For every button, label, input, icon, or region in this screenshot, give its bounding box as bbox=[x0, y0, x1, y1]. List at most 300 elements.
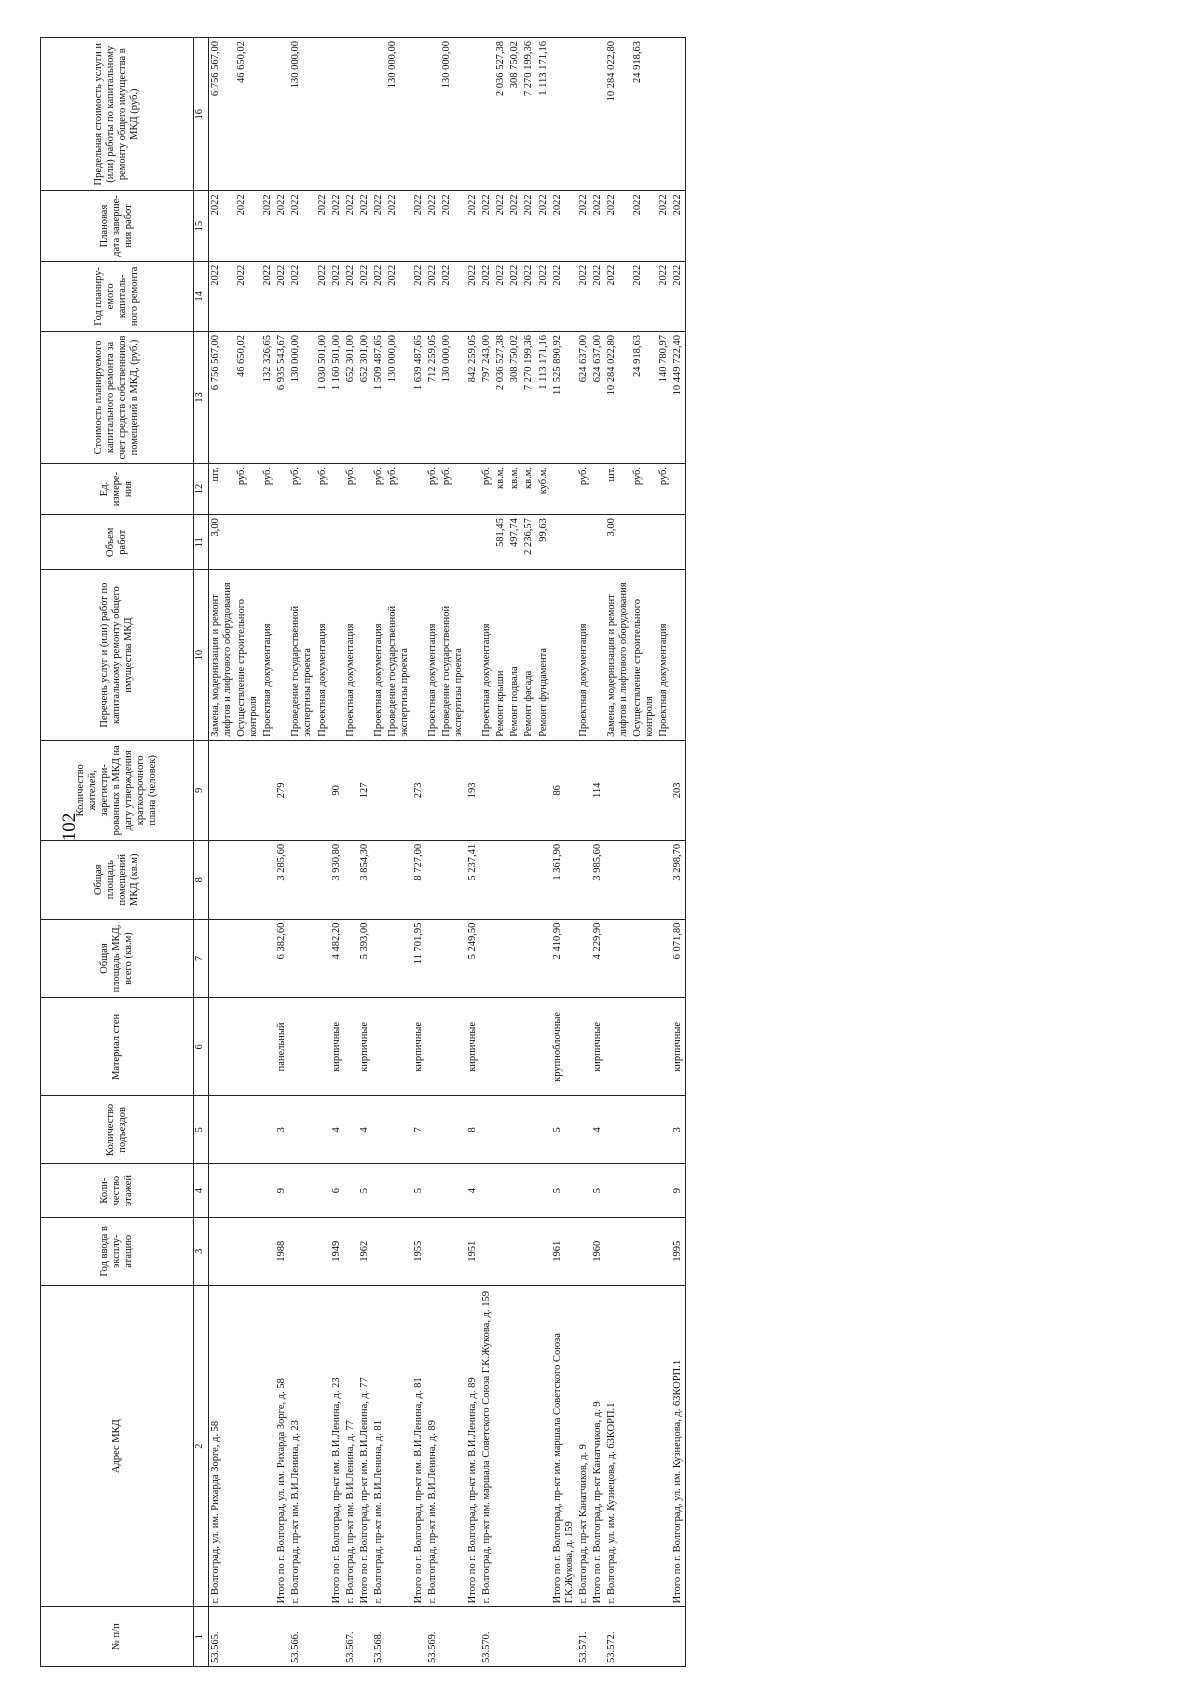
limit-cost-cell bbox=[275, 38, 289, 191]
column-number: 15 bbox=[194, 191, 209, 261]
planned-year-cell: 2022 bbox=[261, 261, 275, 331]
year-built-cell bbox=[508, 1217, 522, 1285]
premises-area-cell bbox=[577, 840, 591, 919]
planned-year-cell: 2022 bbox=[508, 261, 522, 331]
column-header: Ед. измере-ния bbox=[41, 463, 194, 514]
total-area-cell bbox=[289, 919, 315, 998]
year-built-cell: 1949 bbox=[330, 1217, 344, 1285]
unit-cell bbox=[551, 463, 577, 514]
cost-cell: 6 935 543,67 bbox=[275, 331, 289, 463]
premises-area-cell bbox=[522, 840, 536, 919]
table-row bbox=[235, 38, 261, 1667]
row-number-cell bbox=[466, 1607, 480, 1667]
wall-material-cell: крупноблочные bbox=[551, 998, 577, 1096]
work-volume-cell: 2 236,57 bbox=[522, 515, 536, 570]
year-built-cell bbox=[605, 1217, 631, 1285]
row-number-cell: 53.571. bbox=[577, 1607, 591, 1667]
year-built-cell bbox=[494, 1217, 508, 1285]
work-volume-cell bbox=[235, 515, 261, 570]
year-built-cell: 1955 bbox=[412, 1217, 426, 1285]
table-row bbox=[605, 38, 631, 1667]
limit-cost-cell bbox=[577, 38, 591, 191]
work-type-cell bbox=[671, 570, 686, 740]
work-type-cell: Замена, модернизация и ремонт лифтов и лифтового оборудования bbox=[605, 570, 631, 740]
entrances-cell bbox=[657, 1096, 671, 1164]
work-volume-cell bbox=[657, 515, 671, 570]
column-number: 13 bbox=[194, 331, 209, 463]
total-area-cell bbox=[372, 919, 386, 998]
work-volume-cell bbox=[344, 515, 358, 570]
unit-cell: руб. bbox=[577, 463, 591, 514]
table-row bbox=[344, 38, 358, 1667]
floors-cell bbox=[494, 1164, 508, 1217]
premises-area-cell: 3 298,70 bbox=[671, 840, 686, 919]
address-cell bbox=[261, 1285, 275, 1607]
column-header: Общая площадь помещений МКД (кв.м) bbox=[41, 840, 194, 919]
cost-cell: 1 030 501,00 bbox=[316, 331, 330, 463]
table-row bbox=[316, 38, 330, 1667]
residents-cell bbox=[522, 740, 536, 840]
unit-cell: кв.м. bbox=[494, 463, 508, 514]
limit-cost-cell: 130 000,00 bbox=[386, 38, 412, 191]
premises-area-cell bbox=[316, 840, 330, 919]
total-area-cell bbox=[605, 919, 631, 998]
residents-cell bbox=[440, 740, 466, 840]
year-built-cell bbox=[344, 1217, 358, 1285]
row-number-cell bbox=[522, 1607, 536, 1667]
column-number: 9 bbox=[194, 740, 209, 840]
address-cell: Итого по г. Волгоград, пр-кт им. В.И.Ленина, д. 77 bbox=[358, 1285, 372, 1607]
floors-cell: 5 bbox=[591, 1164, 605, 1217]
floors-cell bbox=[261, 1164, 275, 1217]
completion-date-cell: 2022 bbox=[235, 191, 261, 261]
total-area-cell: 6 382,60 bbox=[275, 919, 289, 998]
unit-cell bbox=[275, 463, 289, 514]
planned-year-cell: 2022 bbox=[330, 261, 344, 331]
planned-year-cell: 2022 bbox=[591, 261, 605, 331]
unit-cell: руб. bbox=[480, 463, 494, 514]
completion-date-cell: 2022 bbox=[657, 191, 671, 261]
total-area-cell: 4 229,90 bbox=[591, 919, 605, 998]
completion-date-cell: 2022 bbox=[605, 191, 631, 261]
entrances-cell bbox=[209, 1096, 236, 1164]
floors-cell bbox=[372, 1164, 386, 1217]
address-cell bbox=[537, 1285, 551, 1607]
year-built-cell: 1962 bbox=[358, 1217, 372, 1285]
column-header: Предельная стоимость услуги и (или) работы по капитальному ремонту общего имущества в МКД (руб.) bbox=[41, 38, 194, 191]
limit-cost-cell bbox=[551, 38, 577, 191]
total-area-cell bbox=[537, 919, 551, 998]
floors-cell bbox=[657, 1164, 671, 1217]
entrances-cell bbox=[372, 1096, 386, 1164]
cost-cell: 10 284 022,80 bbox=[605, 331, 631, 463]
residents-cell: 90 bbox=[330, 740, 344, 840]
floors-cell bbox=[386, 1164, 412, 1217]
unit-cell: руб. bbox=[440, 463, 466, 514]
address-cell: г. Волгоград, пр-кт им. В.И.Ленина, д. 89 bbox=[426, 1285, 440, 1607]
table-row bbox=[386, 38, 412, 1667]
wall-material-cell bbox=[209, 998, 236, 1096]
row-number-cell: 53.567. bbox=[344, 1607, 358, 1667]
work-type-cell: Проектная документация bbox=[316, 570, 330, 740]
premises-area-cell: 3 985,60 bbox=[591, 840, 605, 919]
limit-cost-cell: 2 036 527,38 bbox=[494, 38, 508, 191]
wall-material-cell bbox=[235, 998, 261, 1096]
cost-cell: 130 000,00 bbox=[440, 331, 466, 463]
completion-date-cell: 2022 bbox=[316, 191, 330, 261]
wall-material-cell bbox=[261, 998, 275, 1096]
table-row bbox=[275, 38, 289, 1667]
year-built-cell bbox=[386, 1217, 412, 1285]
entrances-cell bbox=[631, 1096, 657, 1164]
planned-year-cell: 2022 bbox=[577, 261, 591, 331]
floors-cell bbox=[316, 1164, 330, 1217]
wall-material-cell bbox=[631, 998, 657, 1096]
entrances-cell: 4 bbox=[330, 1096, 344, 1164]
wall-material-cell bbox=[480, 998, 494, 1096]
planned-year-cell: 2022 bbox=[426, 261, 440, 331]
capital-repair-table bbox=[40, 37, 686, 1667]
completion-date-cell: 2022 bbox=[522, 191, 536, 261]
limit-cost-cell: 10 284 022,80 bbox=[605, 38, 631, 191]
address-cell: г. Волгоград, пр-кт им. В.И.Ленина, д. 81 bbox=[372, 1285, 386, 1607]
address-cell: г. Волгоград, ул. им. Кузнецова, д. 63КОРП.1 bbox=[605, 1285, 631, 1607]
planned-year-cell: 2022 bbox=[316, 261, 330, 331]
total-area-cell bbox=[440, 919, 466, 998]
entrances-cell bbox=[386, 1096, 412, 1164]
cost-cell: 7 270 199,36 bbox=[522, 331, 536, 463]
cost-cell: 624 637,00 bbox=[591, 331, 605, 463]
row-number-cell bbox=[275, 1607, 289, 1667]
entrances-cell bbox=[344, 1096, 358, 1164]
limit-cost-cell: 1 113 171,16 bbox=[537, 38, 551, 191]
column-header: № п/п bbox=[41, 1607, 194, 1667]
completion-date-cell: 2022 bbox=[289, 191, 315, 261]
completion-date-cell: 2022 bbox=[344, 191, 358, 261]
total-area-cell bbox=[480, 919, 494, 998]
address-cell bbox=[522, 1285, 536, 1607]
limit-cost-cell bbox=[426, 38, 440, 191]
premises-area-cell bbox=[605, 840, 631, 919]
cost-cell: 712 259,05 bbox=[426, 331, 440, 463]
work-type-cell: Проведение государственной экспертизы проекта bbox=[289, 570, 315, 740]
work-volume-cell: 581,45 bbox=[494, 515, 508, 570]
column-header: Перечень услуг и (или) работ по капитальному ремонту общего имущества МКД bbox=[41, 570, 194, 740]
table-row bbox=[537, 38, 551, 1667]
address-cell: Итого по г. Волгоград, пр-кт им. В.И.Ленина, д. 23 bbox=[330, 1285, 344, 1607]
wall-material-cell bbox=[372, 998, 386, 1096]
wall-material-cell: кирпичные bbox=[412, 998, 426, 1096]
work-type-cell bbox=[551, 570, 577, 740]
premises-area-cell bbox=[426, 840, 440, 919]
limit-cost-cell: 7 270 199,36 bbox=[522, 38, 536, 191]
address-cell: Итого по г. Волгоград, пр-кт Канатчиков, д. 9 bbox=[591, 1285, 605, 1607]
limit-cost-cell bbox=[671, 38, 686, 191]
limit-cost-cell: 24 918,63 bbox=[631, 38, 657, 191]
completion-date-cell: 2022 bbox=[480, 191, 494, 261]
premises-area-cell bbox=[209, 840, 236, 919]
year-built-cell bbox=[289, 1217, 315, 1285]
total-area-cell: 6 071,80 bbox=[671, 919, 686, 998]
address-cell bbox=[631, 1285, 657, 1607]
planned-year-cell: 2022 bbox=[466, 261, 480, 331]
entrances-cell: 8 bbox=[466, 1096, 480, 1164]
total-area-cell bbox=[344, 919, 358, 998]
year-built-cell bbox=[537, 1217, 551, 1285]
premises-area-cell bbox=[508, 840, 522, 919]
column-number: 4 bbox=[194, 1164, 209, 1217]
year-built-cell bbox=[261, 1217, 275, 1285]
column-number: 11 bbox=[194, 515, 209, 570]
cost-cell: 842 259,05 bbox=[466, 331, 480, 463]
residents-cell bbox=[209, 740, 236, 840]
row-number-cell bbox=[440, 1607, 466, 1667]
completion-date-cell: 2022 bbox=[372, 191, 386, 261]
wall-material-cell: кирпичные bbox=[466, 998, 480, 1096]
floors-cell: 5 bbox=[358, 1164, 372, 1217]
work-type-cell: Ремонт фундамента bbox=[537, 570, 551, 740]
floors-cell bbox=[209, 1164, 236, 1217]
limit-cost-cell: 308 750,02 bbox=[508, 38, 522, 191]
table-row bbox=[657, 38, 671, 1667]
planned-year-cell: 2022 bbox=[551, 261, 577, 331]
work-volume-cell bbox=[631, 515, 657, 570]
year-built-cell: 1988 bbox=[275, 1217, 289, 1285]
table-row bbox=[480, 38, 494, 1667]
entrances-cell bbox=[605, 1096, 631, 1164]
entrances-cell: 3 bbox=[671, 1096, 686, 1164]
premises-area-cell bbox=[631, 840, 657, 919]
wall-material-cell bbox=[386, 998, 412, 1096]
unit-cell bbox=[671, 463, 686, 514]
planned-year-cell: 2022 bbox=[358, 261, 372, 331]
premises-area-cell bbox=[289, 840, 315, 919]
entrances-cell bbox=[289, 1096, 315, 1164]
residents-cell: 193 bbox=[466, 740, 480, 840]
year-built-cell bbox=[480, 1217, 494, 1285]
work-volume-cell bbox=[591, 515, 605, 570]
work-type-cell bbox=[412, 570, 426, 740]
work-volume-cell: 497,74 bbox=[508, 515, 522, 570]
residents-cell bbox=[344, 740, 358, 840]
address-cell bbox=[494, 1285, 508, 1607]
completion-date-cell: 2022 bbox=[275, 191, 289, 261]
planned-year-cell: 2022 bbox=[631, 261, 657, 331]
work-type-cell: Проектная документация bbox=[426, 570, 440, 740]
premises-area-cell bbox=[372, 840, 386, 919]
unit-cell: руб. bbox=[261, 463, 275, 514]
entrances-cell: 7 bbox=[412, 1096, 426, 1164]
work-volume-cell bbox=[426, 515, 440, 570]
limit-cost-cell bbox=[344, 38, 358, 191]
entrances-cell bbox=[235, 1096, 261, 1164]
work-type-cell bbox=[275, 570, 289, 740]
unit-cell: шт. bbox=[605, 463, 631, 514]
row-number-cell bbox=[657, 1607, 671, 1667]
planned-year-cell: 2022 bbox=[372, 261, 386, 331]
residents-cell: 114 bbox=[591, 740, 605, 840]
residents-cell bbox=[480, 740, 494, 840]
premises-area-cell: 8 727,00 bbox=[412, 840, 426, 919]
header-row bbox=[41, 38, 194, 1667]
wall-material-cell: кирпичные bbox=[330, 998, 344, 1096]
premises-area-cell bbox=[386, 840, 412, 919]
wall-material-cell bbox=[577, 998, 591, 1096]
unit-cell: руб. bbox=[657, 463, 671, 514]
planned-year-cell: 2022 bbox=[235, 261, 261, 331]
completion-date-cell: 2022 bbox=[466, 191, 480, 261]
premises-area-cell bbox=[657, 840, 671, 919]
completion-date-cell: 2022 bbox=[577, 191, 591, 261]
premises-area-cell bbox=[537, 840, 551, 919]
unit-cell: руб. bbox=[316, 463, 330, 514]
column-header: Материал стен bbox=[41, 998, 194, 1096]
residents-cell: 86 bbox=[551, 740, 577, 840]
cost-cell: 1 639 487,65 bbox=[412, 331, 426, 463]
residents-cell bbox=[508, 740, 522, 840]
work-type-cell bbox=[358, 570, 372, 740]
wall-material-cell bbox=[440, 998, 466, 1096]
floors-cell bbox=[480, 1164, 494, 1217]
cost-cell: 130 000,00 bbox=[386, 331, 412, 463]
work-volume-cell: 3,00 bbox=[605, 515, 631, 570]
column-number: 10 bbox=[194, 570, 209, 740]
total-area-cell bbox=[522, 919, 536, 998]
limit-cost-cell bbox=[466, 38, 480, 191]
column-number: 6 bbox=[194, 998, 209, 1096]
row-number-cell bbox=[261, 1607, 275, 1667]
completion-date-cell: 2022 bbox=[508, 191, 522, 261]
column-header: Адрес МКД bbox=[41, 1285, 194, 1607]
work-type-cell bbox=[591, 570, 605, 740]
planned-year-cell: 2022 bbox=[522, 261, 536, 331]
table-row bbox=[591, 38, 605, 1667]
page-number: 102 bbox=[59, 812, 80, 842]
premises-area-cell bbox=[440, 840, 466, 919]
planned-year-cell: 2022 bbox=[412, 261, 426, 331]
floors-cell bbox=[537, 1164, 551, 1217]
year-built-cell bbox=[316, 1217, 330, 1285]
row-number-cell bbox=[591, 1607, 605, 1667]
row-number-cell: 53.566. bbox=[289, 1607, 315, 1667]
total-area-cell bbox=[426, 919, 440, 998]
table-row bbox=[466, 38, 480, 1667]
row-number-cell bbox=[671, 1607, 686, 1667]
address-cell: Итого по г. Волгоград, ул. им. Кузнецова, д. 63КОРП.1 bbox=[671, 1285, 686, 1607]
work-volume-cell bbox=[671, 515, 686, 570]
year-built-cell bbox=[372, 1217, 386, 1285]
entrances-cell bbox=[577, 1096, 591, 1164]
row-number-cell: 53.565. bbox=[209, 1607, 236, 1667]
table-row bbox=[372, 38, 386, 1667]
cost-cell: 2 036 527,38 bbox=[494, 331, 508, 463]
table-row bbox=[440, 38, 466, 1667]
address-cell: Итого по г. Волгоград, пр-кт им. В.И.Ленина, д. 89 bbox=[466, 1285, 480, 1607]
total-area-cell bbox=[508, 919, 522, 998]
total-area-cell bbox=[631, 919, 657, 998]
residents-cell bbox=[289, 740, 315, 840]
row-number-cell: 53.569. bbox=[426, 1607, 440, 1667]
completion-date-cell: 2022 bbox=[671, 191, 686, 261]
unit-cell: руб. bbox=[235, 463, 261, 514]
cost-cell: 46 650,02 bbox=[235, 331, 261, 463]
premises-area-cell: 5 237,41 bbox=[466, 840, 480, 919]
cost-cell: 10 449 722,40 bbox=[671, 331, 686, 463]
table-header bbox=[41, 38, 209, 1667]
cost-cell: 24 918,63 bbox=[631, 331, 657, 463]
year-built-cell bbox=[426, 1217, 440, 1285]
column-header: Коли-чество этажей bbox=[41, 1164, 194, 1217]
unit-cell: руб. bbox=[289, 463, 315, 514]
work-volume-cell bbox=[316, 515, 330, 570]
total-area-cell bbox=[316, 919, 330, 998]
premises-area-cell: 3 854,30 bbox=[358, 840, 372, 919]
work-volume-cell: 99,63 bbox=[537, 515, 551, 570]
column-header: Год планиру-емого капиталь-ного ремонта bbox=[41, 261, 194, 331]
column-header: Общая площадь МКД, всего (кв.м) bbox=[41, 919, 194, 998]
cost-cell: 132 326,65 bbox=[261, 331, 275, 463]
wall-material-cell bbox=[426, 998, 440, 1096]
floors-cell: 9 bbox=[671, 1164, 686, 1217]
floors-cell bbox=[577, 1164, 591, 1217]
work-volume-cell bbox=[551, 515, 577, 570]
limit-cost-cell bbox=[358, 38, 372, 191]
floors-cell bbox=[508, 1164, 522, 1217]
planned-year-cell: 2022 bbox=[494, 261, 508, 331]
work-type-cell: Проектная документация bbox=[577, 570, 591, 740]
entrances-cell bbox=[426, 1096, 440, 1164]
completion-date-cell: 2022 bbox=[551, 191, 577, 261]
wall-material-cell: кирпичные bbox=[358, 998, 372, 1096]
residents-cell: 279 bbox=[275, 740, 289, 840]
total-area-cell: 4 482,20 bbox=[330, 919, 344, 998]
unit-cell: руб. bbox=[426, 463, 440, 514]
floors-cell bbox=[605, 1164, 631, 1217]
cost-cell: 624 637,00 bbox=[577, 331, 591, 463]
column-number: 3 bbox=[194, 1217, 209, 1285]
table-row bbox=[551, 38, 577, 1667]
wall-material-cell: кирпичные bbox=[671, 998, 686, 1096]
residents-cell bbox=[631, 740, 657, 840]
completion-date-cell: 2022 bbox=[631, 191, 657, 261]
premises-area-cell bbox=[480, 840, 494, 919]
work-volume-cell bbox=[289, 515, 315, 570]
column-header: Количество жителей, зарегистри-рованных в МКД на дату утверждения краткосрочного плана (человек) bbox=[41, 740, 194, 840]
work-volume-cell bbox=[440, 515, 466, 570]
floors-cell: 6 bbox=[330, 1164, 344, 1217]
completion-date-cell: 2022 bbox=[261, 191, 275, 261]
work-type-cell bbox=[330, 570, 344, 740]
wall-material-cell bbox=[344, 998, 358, 1096]
work-type-cell bbox=[466, 570, 480, 740]
wall-material-cell bbox=[508, 998, 522, 1096]
table-row bbox=[330, 38, 344, 1667]
row-number-cell: 53.568. bbox=[372, 1607, 386, 1667]
completion-date-cell: 2022 bbox=[494, 191, 508, 261]
total-area-cell bbox=[209, 919, 236, 998]
address-cell bbox=[440, 1285, 466, 1607]
limit-cost-cell bbox=[261, 38, 275, 191]
column-header: Плановая дата заверше-ния работ bbox=[41, 191, 194, 261]
residents-cell bbox=[372, 740, 386, 840]
total-area-cell bbox=[657, 919, 671, 998]
wall-material-cell bbox=[657, 998, 671, 1096]
address-cell: Итого по г. Волгоград, пр-кт им. В.И.Ленина, д. 81 bbox=[412, 1285, 426, 1607]
residents-cell: 127 bbox=[358, 740, 372, 840]
unit-cell: руб. bbox=[344, 463, 358, 514]
unit-cell bbox=[591, 463, 605, 514]
row-number-cell bbox=[330, 1607, 344, 1667]
